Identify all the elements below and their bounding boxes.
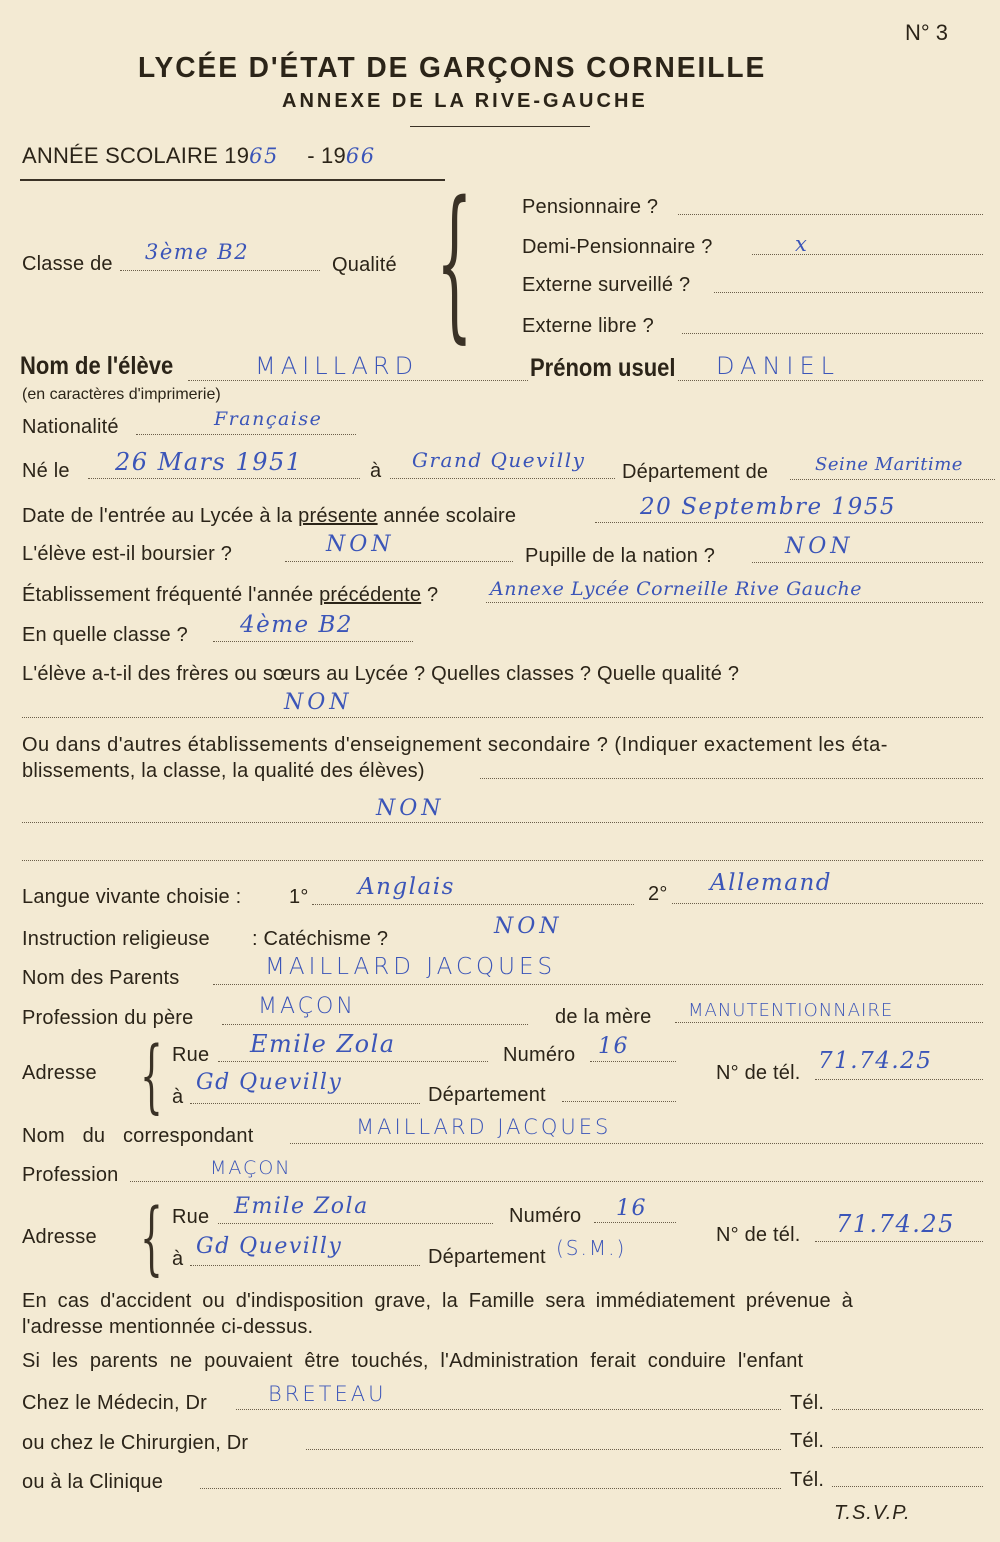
medecin-label: Chez le Médecin, Dr [22,1392,207,1414]
naissance-dept-dots [790,479,995,480]
religion-label: Instruction religieuse [22,928,210,950]
pere-label: Profession du père [22,1007,194,1029]
medecin-dots [236,1409,781,1410]
header-rule [410,126,590,127]
pupille-dots [752,562,983,563]
lieu-dots [390,478,615,479]
qualite-demi-label: Demi-Pensionnaire ? [522,236,713,258]
adresse1-brace: { [140,1029,163,1122]
precedent-classe-value: 4ème B2 [240,612,354,638]
adresse1-label: Adresse [22,1062,97,1084]
prenom-value: DANIEL [716,352,841,380]
entree-value: 20 Septembre 1955 [640,494,897,520]
adresse2-rue-dots [218,1223,493,1224]
parents-nom-value: MAILLARD JACQUES [265,954,557,980]
nom-label: Nom de l'élève [20,352,174,380]
ne-le-dots [88,478,360,479]
year-prefix: ANNÉE SCOLAIRE 19 [22,143,250,168]
langue-1-value: Anglais [358,874,455,900]
freres-value: NON [284,690,353,715]
autres-question-1: Ou dans d'autres établissements d'enseignement secondaire ? (Indiquer exactement les éta- [22,734,888,756]
correspondant-profession-dots [130,1181,983,1182]
adresse2-tel-dots [815,1241,983,1242]
qualite-externe-surveille-label: Externe surveillé ? [522,274,691,296]
precedent-label [22,584,438,607]
qualite-label: Qualité [332,254,397,276]
autres-question-2: blissements, la classe, la qualité des élèves) [22,760,425,782]
nationalite-dots [136,434,356,435]
langue-2-value: Allemand [710,870,832,896]
school-title: LYCÉE D'ÉTAT DE GARÇONS CORNEILLE [138,52,767,84]
qualite-demi-dots [752,254,983,255]
precedent-value: Annexe Lycée Corneille Rive Gauche [490,578,862,600]
adresse1-numero-dots [590,1061,676,1062]
clinique-tel-label: Tél. [790,1469,825,1491]
adresse2-ville-value: Gd Quevilly [196,1234,343,1259]
adresse2-numero-dots [594,1222,676,1223]
boursier-value: NON [326,532,395,557]
qualite-externe-libre-dots [682,333,983,334]
year-end-value: 66 [345,144,376,168]
precedent-classe-label: En quelle classe ? [22,624,188,646]
precedent-dots [486,602,983,603]
qualite-demi-value: x [795,232,809,256]
nationalite-value: Française [214,408,323,430]
autres-value: NON [376,796,445,821]
langue-2-label: 2° [648,883,668,905]
adresse2-numero-label: Numéro [509,1205,582,1227]
adresse1-rue-dots [218,1061,488,1062]
autres-dots-2 [22,822,983,823]
mere-value: MANUTENTIONNAIRE [688,1000,894,1021]
parents-nom-dots [213,984,983,985]
clinique-label: ou à la Clinique [22,1471,164,1493]
mere-label: de la mère [555,1006,652,1028]
qualite-externe-surveille-dots [714,292,983,293]
adresse1-a-label: à [172,1086,184,1108]
langue-1-dots [312,904,634,905]
parents-nom-label: Nom des Parents [22,967,180,989]
freres-question: L'élève a-t-il des frères ou sœurs au Lycée ? Quelles classes ? Quelle qualité ? [22,663,740,685]
pupille-value: NON [785,534,854,559]
year-start-value: 65 [249,144,279,168]
adresse2-label: Adresse [22,1226,97,1248]
langue-1-label: 1° [289,886,309,908]
chirurgien-tel-dots [832,1447,983,1448]
adresse2-tel-value: 71.74.25 [836,1210,955,1238]
boursier-dots [285,561,513,562]
adresse1-tel-dots [815,1079,983,1080]
adresse1-numero-label: Numéro [503,1044,576,1066]
catechisme-label: : Catéchisme ? [252,928,389,950]
entree-label-c: année scolaire [383,505,517,527]
correspondant-value: MAILLARD JACQUES [356,1115,612,1139]
correspondant-profession-label: Profession [22,1164,119,1186]
adresse1-dept-dots [562,1101,676,1102]
nom-value: MAILLARD [255,352,419,380]
mere-dots [675,1022,983,1023]
adresse2-tel-label: N° de tél. [716,1224,801,1246]
entree-label [22,505,516,528]
medecin-tel-dots [832,1409,983,1410]
boursier-label: L'élève est-il boursier ? [22,543,233,565]
adresse2-brace: { [140,1191,163,1284]
pupille-label: Pupille de la nation ? [525,545,716,567]
adresse1-rue-label: Rue [172,1044,210,1066]
lieu-value: Grand Quevilly [412,448,586,472]
adresse2-numero-value: 16 [616,1196,647,1221]
medecin-value: BRETEAU [268,1382,387,1406]
correspondant-label: Nom du correspondant [22,1125,254,1147]
correspondant-dots [290,1143,983,1144]
prenom-dots [678,380,983,381]
classe-label: Classe de [22,253,113,275]
pere-value: MAÇON [258,994,356,1019]
adresse2-a-label: à [172,1248,184,1270]
precedent-label-c: ? [426,584,439,606]
chirurgien-tel-label: Tél. [790,1430,825,1452]
autres-dots-3 [22,860,983,861]
year-underline [20,179,445,181]
adresse1-tel-label: N° de tél. [716,1062,801,1084]
adresse2-rue-label: Rue [172,1206,210,1228]
adresse1-dept-label: Département [428,1084,546,1106]
entree-label-b: présente [298,505,378,527]
nom-dots [188,380,528,381]
classe-dots [120,270,320,271]
adresse1-tel-value: 71.74.25 [818,1048,933,1074]
adresse1-numero-value: 16 [598,1034,629,1059]
adresse2-dept-value: (S.M.) [556,1236,627,1260]
classe-value: 3ème B2 [145,240,250,264]
entree-dots [595,522,983,523]
form-number: N° 3 [905,20,949,45]
ne-le-value: 26 Mars 1951 [115,448,303,476]
qualite-externe-libre-label: Externe libre ? [522,315,654,337]
nationalite-label: Nationalité [22,416,119,438]
accident-line-3: Si les parents ne pouvaient être touchés, l'Administration ferait conduire l'enfant [22,1350,804,1372]
correspondant-profession-value: MAÇON [210,1157,292,1179]
prenom-label: Prénom usuel [530,354,676,382]
autres-dots-1 [480,778,983,779]
clinique-dots [200,1488,781,1489]
precedent-classe-dots [213,641,413,642]
adresse2-rue-value: Emile Zola [234,1194,369,1219]
adresse2-dept-label: Département [428,1246,546,1268]
accident-line-1: En cas d'accident ou d'indisposition grave, la Famille sera immédiatement prévenue à [22,1290,853,1312]
medecin-tel-label: Tél. [790,1392,825,1414]
year-label [22,143,376,169]
adresse1-rue-value: Emile Zola [250,1030,396,1058]
adresse1-ville-value: Gd Quevilly [196,1070,343,1095]
naissance-dept-value: Seine Maritime [815,454,963,475]
qualite-pensionnaire-label: Pensionnaire ? [522,196,659,218]
nom-note: (en caractères d'imprimerie) [22,386,221,403]
precedent-label-a: Établissement fréquenté l'année [22,584,314,606]
langue-2-dots [672,903,983,904]
adresse2-ville-dots [190,1265,420,1266]
naissance-dept-label: Département de [622,461,769,483]
freres-dots [22,717,983,718]
chirurgien-dots [306,1449,781,1450]
lieu-label: à [370,460,382,482]
school-annex: ANNEXE DE LA RIVE-GAUCHE [282,90,648,112]
year-separator: - 19 [307,143,346,168]
tsvp-note: T.S.V.P. [834,1502,911,1524]
chirurgien-label: ou chez le Chirurgien, Dr [22,1432,249,1454]
clinique-tel-dots [832,1486,983,1487]
langue-label: Langue vivante choisie : [22,886,242,908]
adresse1-ville-dots [190,1103,420,1104]
catechisme-value: NON [494,914,563,939]
ne-le-label: Né le [22,460,70,482]
precedent-label-b: précédente [319,584,422,606]
entree-label-a: Date de l'entrée au Lycée à la [22,505,293,527]
pere-dots [222,1024,528,1025]
qualite-brace: { [436,166,473,358]
accident-line-2: l'adresse mentionnée ci-dessus. [22,1316,314,1338]
qualite-pensionnaire-dots [678,214,983,215]
